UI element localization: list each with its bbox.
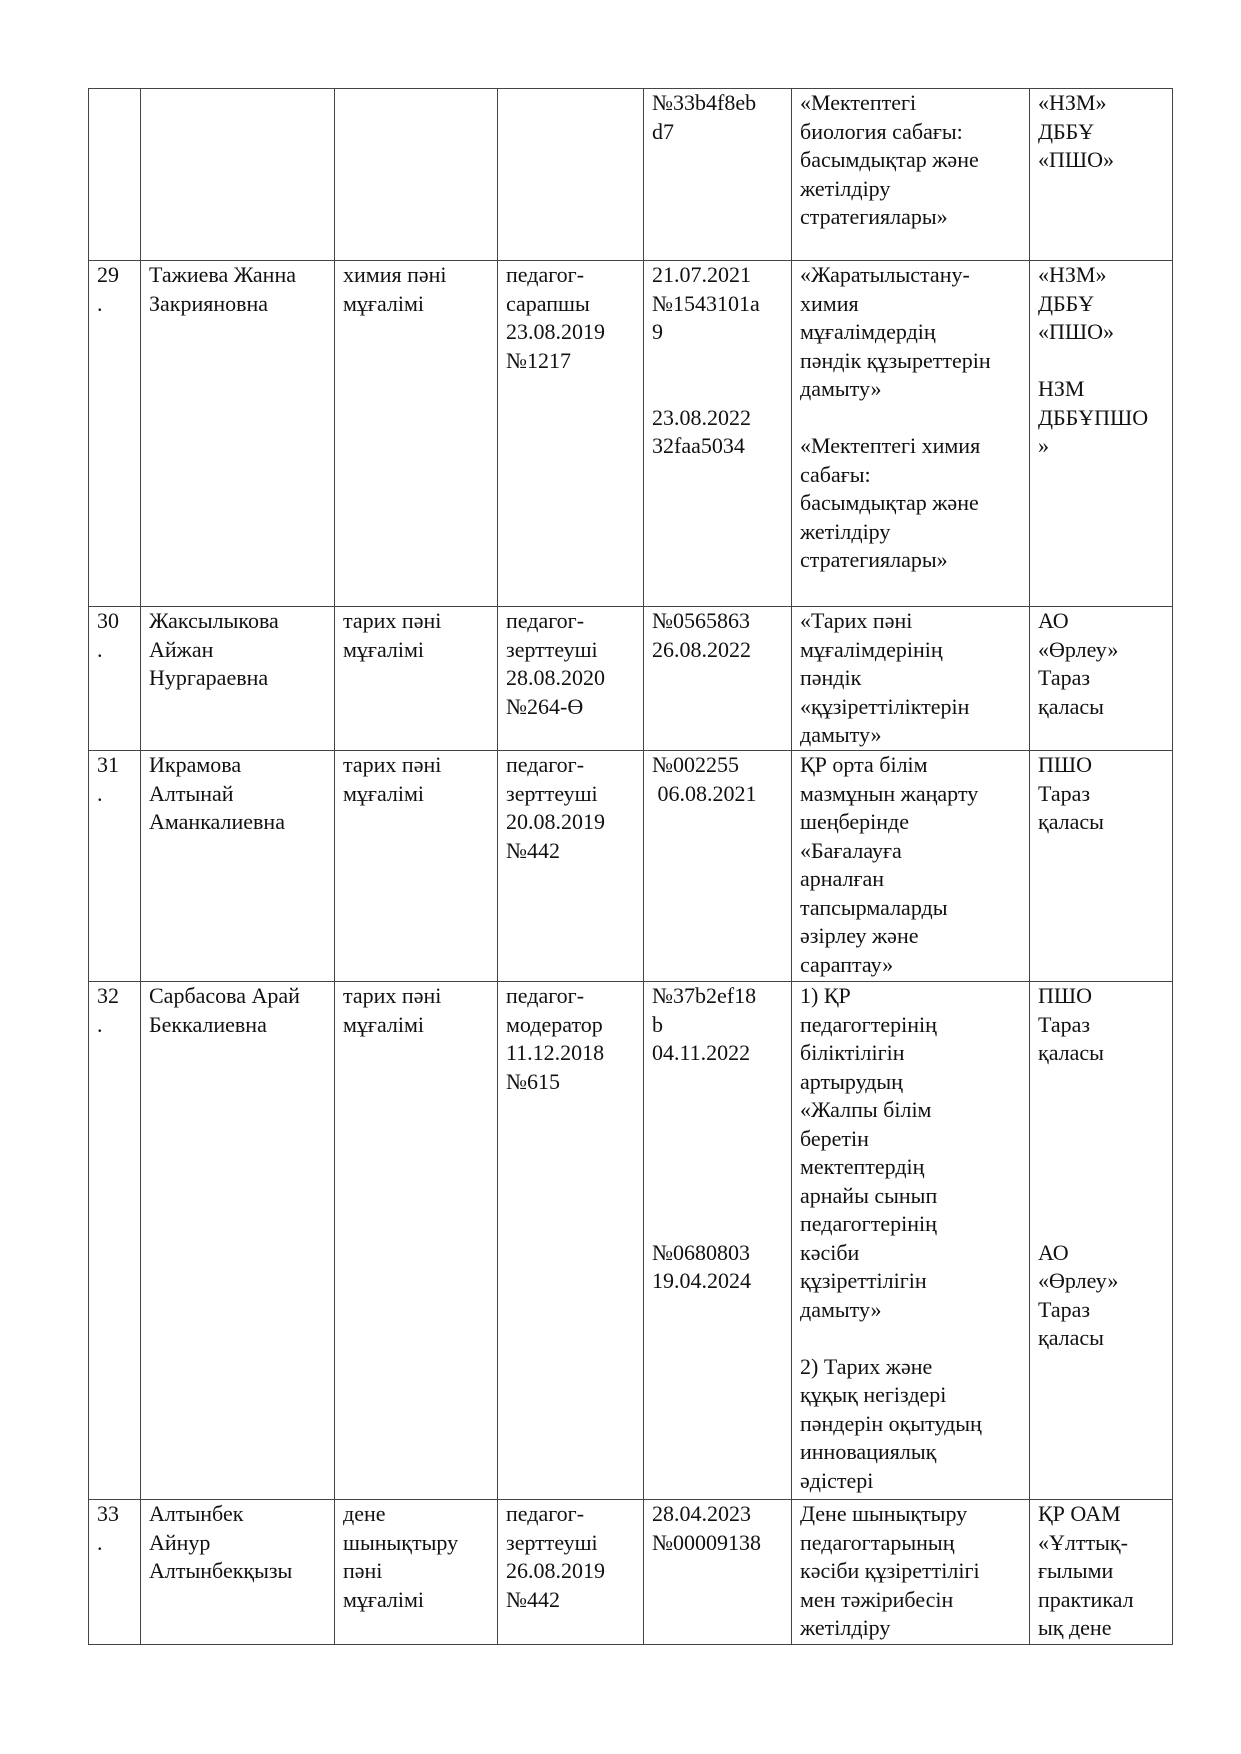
organization-line: «ПШО»	[1038, 319, 1114, 344]
category-line: 20.08.2019	[506, 809, 605, 834]
table-row	[89, 261, 1173, 607]
course-line: дамыту»	[800, 722, 882, 747]
certificate-line: №002255	[652, 752, 739, 777]
category-line: педагог-	[506, 752, 585, 777]
organization-line: ҚР ОАМ	[1038, 1501, 1121, 1526]
course-line: құқық негіздері	[800, 1382, 947, 1407]
spacer	[1038, 1068, 1166, 1125]
row-number-cell	[89, 607, 141, 751]
certificate-line: №0680803	[652, 1239, 750, 1265]
name-line: Нургараевна	[149, 665, 269, 690]
organization-line: АО	[1038, 1239, 1069, 1265]
organization-line: ДББҰПШО	[1038, 404, 1149, 430]
course-line: химия	[800, 290, 859, 316]
course-line: тапсырмаларды	[800, 894, 948, 920]
course-line: педагогтерінің	[800, 1211, 937, 1236]
subject-line: мұғалімі	[343, 290, 425, 316]
course-line: пәндерін оқытудың	[800, 1410, 982, 1436]
certificate-line: 23.08.2022	[652, 404, 751, 430]
row-number-cell	[89, 751, 141, 982]
certificate-line: 06.08.2021	[652, 780, 757, 806]
course-line: Дене шынықтыру	[800, 1501, 968, 1526]
subject-line: тарих пәні	[343, 983, 442, 1008]
category-line: модератор	[506, 1011, 603, 1037]
row-number: 32	[97, 983, 119, 1008]
name-line: Алтынбек	[149, 1501, 244, 1526]
course-line: арнайы сынып	[800, 1182, 938, 1208]
certificate-line: №00009138	[652, 1529, 761, 1555]
row-number-cell	[89, 982, 141, 1500]
name-line: Тажиева Жанна	[149, 262, 296, 287]
subject-line: тарих пәні	[343, 608, 442, 633]
category-line: педагог-	[506, 983, 585, 1008]
subject-cell	[335, 1500, 498, 1645]
name-cell	[141, 261, 335, 607]
course-line: «құзіреттіліктерін	[800, 693, 970, 719]
spacer	[1038, 347, 1166, 376]
name-line: Жаксылыкова	[149, 608, 279, 633]
course-line: стратегиялары»	[800, 547, 948, 572]
organization-line: Тараз	[1038, 1011, 1091, 1037]
certificate-line: №1543101a	[652, 290, 760, 316]
organization-line: қаласы	[1038, 1040, 1104, 1065]
certificate-cell	[644, 607, 792, 751]
course-cell	[792, 89, 1030, 261]
course-line: пәндік	[800, 665, 862, 690]
course-line: мектептердің	[800, 1154, 925, 1179]
course-line: басымдықтар және	[800, 147, 979, 172]
category-line: сарапшы	[506, 290, 590, 316]
row-number: 30	[97, 608, 119, 633]
organization-line: ДББҰ	[1038, 290, 1095, 316]
name-line: Аманкалиевна	[149, 809, 285, 834]
teachers-qualification-table	[88, 88, 1173, 1645]
organization-cell	[1030, 89, 1173, 261]
subject-cell	[335, 261, 498, 607]
subject-line: мұғалімі	[343, 1586, 425, 1612]
certificate-line: d7	[652, 118, 674, 144]
organization-cell	[1030, 982, 1173, 1500]
row-number-dot: .	[97, 780, 103, 806]
spacer	[652, 1182, 785, 1239]
course-line: мазмұнын жаңарту	[800, 780, 979, 806]
name-line: Алтынай	[149, 780, 234, 806]
certificate-line: 9	[652, 319, 663, 344]
certificate-line: №0565863	[652, 608, 750, 633]
course-line: стратегиялары»	[800, 204, 948, 229]
course-cell	[792, 1500, 1030, 1645]
table-row	[89, 89, 1173, 261]
organization-line: ғылыми	[1038, 1558, 1114, 1583]
row-number-dot: .	[97, 1529, 103, 1555]
course-line: жетілдіру	[800, 175, 891, 201]
certificate-line: №33b4f8eb	[652, 90, 757, 115]
row-number-dot: .	[97, 1011, 103, 1037]
organization-line: Тараз	[1038, 1296, 1091, 1322]
category-line: 11.12.2018	[506, 1040, 605, 1065]
course-cell	[792, 607, 1030, 751]
course-line: 1) ҚР	[800, 983, 851, 1008]
subject-cell	[335, 89, 498, 261]
row-number-dot: .	[97, 290, 103, 316]
course-line: «Бағалауға	[800, 837, 902, 863]
table-row	[89, 751, 1173, 982]
category-line: №442	[506, 1586, 560, 1612]
category-line: педагог-	[506, 608, 585, 633]
organization-line: ПШО	[1038, 752, 1092, 777]
spacer	[1038, 1125, 1166, 1182]
organization-line: қаласы	[1038, 1325, 1104, 1350]
course-line: дамыту»	[800, 1296, 882, 1322]
category-cell	[498, 1500, 644, 1645]
row-number-cell	[89, 261, 141, 607]
table-row	[89, 607, 1173, 751]
course-line: басымдықтар және	[800, 490, 979, 515]
course-line: «Жаратылыстану-	[800, 262, 970, 287]
name-line: Алтынбекқызы	[149, 1558, 293, 1583]
certificate-line: b	[652, 1011, 663, 1037]
course-line: мен тәжірибесін	[800, 1586, 954, 1612]
organization-line: ДББҰ	[1038, 118, 1095, 144]
category-line: 26.08.2019	[506, 1558, 605, 1583]
certificate-line: №37b2ef18	[652, 983, 757, 1008]
organization-cell	[1030, 751, 1173, 982]
spacer	[652, 347, 785, 404]
course-line: педагогтерінің	[800, 1011, 937, 1037]
organization-line: »	[1038, 433, 1049, 458]
subject-line: мұғалімі	[343, 636, 425, 662]
category-line: №615	[506, 1068, 560, 1094]
certificate-line: 04.11.2022	[652, 1040, 751, 1065]
organization-line: «Өрлеу»	[1038, 1268, 1119, 1293]
name-cell	[141, 607, 335, 751]
organization-line: НЗМ	[1038, 376, 1085, 401]
course-line: мұғалімдерінің	[800, 636, 943, 662]
category-cell	[498, 751, 644, 982]
organization-line: қаласы	[1038, 693, 1104, 719]
category-line: №442	[506, 837, 560, 863]
organization-line: Тараз	[1038, 780, 1091, 806]
organization-line: ық дене	[1038, 1615, 1112, 1640]
organization-cell	[1030, 607, 1173, 751]
category-line: №264-Ө	[506, 693, 584, 719]
name-line: Айнур	[149, 1529, 211, 1555]
row-number-cell	[89, 1500, 141, 1645]
subject-line: мұғалімі	[343, 1011, 425, 1037]
certificate-cell	[644, 1500, 792, 1645]
course-line: «Мектептегі химия	[800, 433, 981, 458]
course-cell	[792, 982, 1030, 1500]
category-cell	[498, 607, 644, 751]
course-line: педагогтарының	[800, 1529, 955, 1555]
certificate-cell	[644, 261, 792, 607]
name-cell	[141, 982, 335, 1500]
category-line: педагог-	[506, 1501, 585, 1526]
course-line: жетілдіру	[800, 518, 891, 544]
organization-line: АО	[1038, 608, 1069, 633]
organization-line: «ПШО»	[1038, 147, 1114, 172]
course-line: біліктілігін	[800, 1040, 905, 1065]
organization-cell	[1030, 261, 1173, 607]
subject-cell	[335, 607, 498, 751]
organization-cell	[1030, 1500, 1173, 1645]
course-line: құзіреттілігін	[800, 1268, 927, 1293]
category-line: зерттеуші	[506, 1529, 598, 1555]
course-line: «Мектептегі	[800, 90, 917, 115]
subject-line: дене	[343, 1501, 386, 1526]
category-cell	[498, 261, 644, 607]
course-line: арналған	[800, 866, 885, 891]
organization-line: «Өрлеу»	[1038, 636, 1119, 662]
name-line: Айжан	[149, 636, 214, 662]
certificate-line: 19.04.2024	[652, 1268, 751, 1293]
category-line: №1217	[506, 347, 571, 373]
subject-cell	[335, 982, 498, 1500]
course-line: ҚР орта білім	[800, 752, 928, 777]
course-line: дамыту»	[800, 376, 882, 401]
row-number: 29	[97, 262, 119, 287]
category-line: зерттеуші	[506, 780, 598, 806]
organization-line: Тараз	[1038, 665, 1091, 690]
certificate-line: 21.07.2021	[652, 262, 751, 287]
category-line: зерттеуші	[506, 636, 598, 662]
category-line: педагог-	[506, 262, 585, 287]
course-line: 2) Тарих және	[800, 1353, 933, 1379]
course-line: «Жалпы білім	[800, 1097, 932, 1122]
course-line: жетілдіру	[800, 1615, 891, 1640]
course-line: сараптау»	[800, 951, 894, 977]
table-row	[89, 982, 1173, 1500]
name-line: Икрамова	[149, 752, 242, 777]
organization-line: ПШО	[1038, 983, 1092, 1008]
certificate-cell	[644, 89, 792, 261]
course-line: шеңберінде	[800, 809, 909, 834]
subject-line: шынықтыру	[343, 1529, 459, 1555]
course-line: инновациялық	[800, 1439, 937, 1464]
subject-line: тарих пәні	[343, 752, 442, 777]
organization-line: қаласы	[1038, 809, 1104, 834]
subject-line: химия пәні	[343, 262, 447, 287]
course-line: мұғалімдердің	[800, 319, 936, 344]
category-line: 28.08.2020	[506, 665, 605, 690]
certificate-line: 26.08.2022	[652, 636, 751, 662]
organization-line: «НЗМ»	[1038, 262, 1107, 287]
name-line: Закрияновна	[149, 290, 269, 316]
subject-line: мұғалімі	[343, 780, 425, 806]
row-number: 33	[97, 1501, 119, 1526]
spacer	[652, 1068, 785, 1125]
row-number-dot: .	[97, 636, 103, 662]
course-line: сабағы:	[800, 461, 871, 487]
certificate-line: 28.04.2023	[652, 1501, 751, 1526]
name-cell	[141, 1500, 335, 1645]
organization-line: практикал	[1038, 1586, 1134, 1612]
name-line: Сарбасова Арай	[149, 983, 300, 1008]
subject-cell	[335, 751, 498, 982]
course-cell	[792, 261, 1030, 607]
spacer	[800, 1324, 1023, 1353]
certificate-cell	[644, 982, 792, 1500]
course-line: әзірлеу және	[800, 923, 919, 948]
certificate-cell	[644, 751, 792, 982]
course-line: артырудың	[800, 1068, 903, 1094]
row-number: 31	[97, 752, 119, 777]
name-cell	[141, 89, 335, 261]
course-line: кәсіби құзіреттілігі	[800, 1558, 980, 1583]
organization-line: «Ұлттық-	[1038, 1529, 1128, 1555]
course-line: «Тарих пәні	[800, 608, 913, 633]
course-line: пәндік құзыреттерін	[800, 347, 991, 373]
spacer	[652, 1125, 785, 1182]
name-line: Беккалиевна	[149, 1011, 267, 1037]
row-number-cell	[89, 89, 141, 261]
table-row	[89, 1500, 1173, 1645]
course-cell	[792, 751, 1030, 982]
course-line: әдістері	[800, 1467, 874, 1493]
category-line: 23.08.2019	[506, 319, 605, 344]
spacer	[800, 404, 1023, 433]
spacer	[1038, 1182, 1166, 1239]
course-line: беретін	[800, 1125, 869, 1151]
name-cell	[141, 751, 335, 982]
organization-line: «НЗМ»	[1038, 90, 1107, 115]
category-cell	[498, 982, 644, 1500]
course-line: биология сабағы:	[800, 118, 963, 144]
category-cell	[498, 89, 644, 261]
subject-line: пәні	[343, 1558, 383, 1583]
course-line: кәсіби	[800, 1239, 860, 1265]
certificate-line: 32faa5034	[652, 433, 745, 458]
